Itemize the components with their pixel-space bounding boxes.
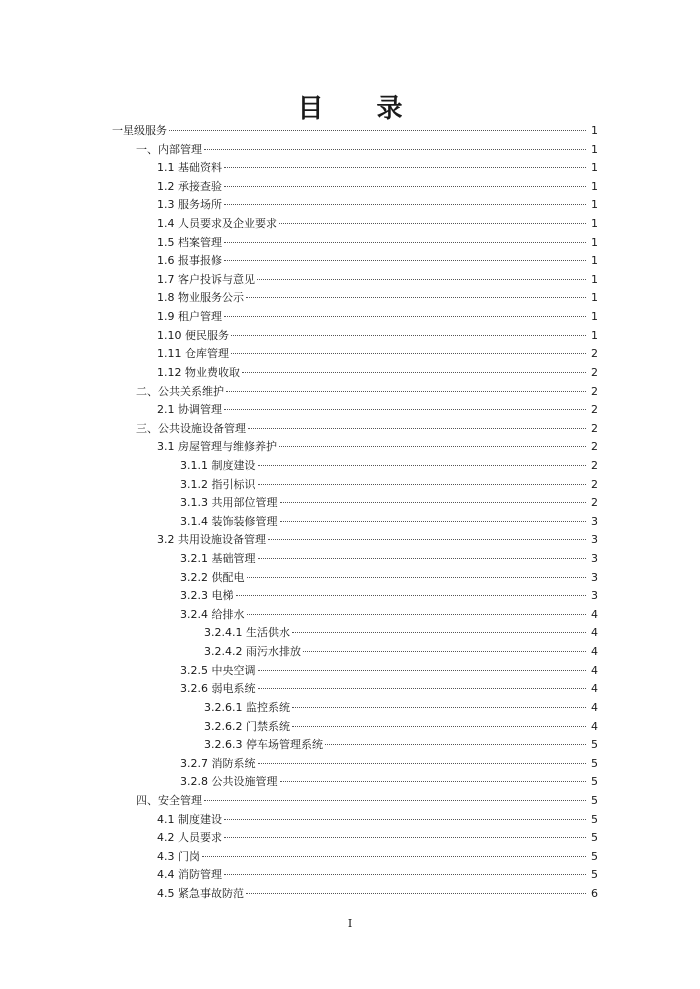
toc-dot-leader bbox=[258, 763, 587, 764]
toc-entry-page-number: 1 bbox=[591, 310, 598, 324]
toc-entry[interactable] bbox=[112, 569, 598, 588]
toc-entry[interactable] bbox=[112, 792, 598, 811]
toc-entry-label: 1.5 档案管理 bbox=[157, 235, 222, 249]
toc-entry[interactable] bbox=[112, 122, 598, 141]
toc-dot-leader bbox=[325, 744, 586, 745]
toc-entry-page-number: 5 bbox=[591, 756, 598, 770]
toc-entry-label: 1.1 基础资料 bbox=[157, 161, 222, 175]
toc-entry[interactable] bbox=[112, 755, 598, 774]
toc-entry-page-number: 5 bbox=[591, 868, 598, 882]
toc-entry-page-number: 5 bbox=[591, 831, 598, 845]
toc-entry-label: 1.3 服务场所 bbox=[157, 198, 222, 212]
toc-entry[interactable] bbox=[112, 308, 598, 327]
toc-entry-label: 4.5 紧急事故防范 bbox=[157, 886, 244, 900]
toc-entry[interactable] bbox=[112, 420, 598, 439]
toc-dot-leader bbox=[224, 186, 586, 187]
toc-entry-label: 一星级服务 bbox=[112, 124, 167, 137]
toc-dot-leader bbox=[226, 391, 586, 392]
toc-entry-label: 三、公共设施设备管理 bbox=[136, 421, 246, 435]
toc-dot-leader bbox=[169, 130, 586, 131]
toc-entry[interactable] bbox=[112, 624, 598, 643]
toc-entry-page-number: 2 bbox=[591, 365, 598, 379]
toc-entry[interactable] bbox=[112, 848, 598, 867]
toc-entry[interactable] bbox=[112, 438, 598, 457]
toc-entry[interactable] bbox=[112, 327, 598, 346]
toc-entry[interactable] bbox=[112, 178, 598, 197]
toc-entry[interactable] bbox=[112, 215, 598, 234]
toc-dot-leader bbox=[258, 465, 587, 466]
toc-entry-label: 1.2 承接查验 bbox=[157, 179, 222, 193]
toc-entry-label: 3.2.6.3 停车场管理系统 bbox=[204, 738, 323, 752]
toc-entry-page-number: 2 bbox=[591, 403, 598, 417]
toc-dot-leader bbox=[224, 204, 586, 205]
toc-entry-label: 3.2.4.2 雨污水排放 bbox=[204, 645, 301, 659]
toc-dot-leader bbox=[224, 409, 586, 410]
toc-entry-page-number: 2 bbox=[591, 384, 598, 398]
toc-entry-label: 3.2.1 基础管理 bbox=[180, 552, 256, 566]
toc-dot-leader bbox=[204, 800, 586, 801]
toc-entry-page-number: 1 bbox=[591, 161, 598, 175]
toc-entry-label: 1.4 人员要求及企业要求 bbox=[157, 217, 277, 231]
toc-entry-page-number: 5 bbox=[591, 738, 598, 752]
toc-entry[interactable] bbox=[112, 829, 598, 848]
toc-entry-label: 1.11 仓库管理 bbox=[157, 347, 229, 361]
toc-entry-page-number: 2 bbox=[591, 440, 598, 454]
toc-entry-label: 4.4 消防管理 bbox=[157, 868, 222, 882]
toc-entry-page-number: 3 bbox=[591, 552, 598, 566]
toc-entry-label: 3.1 房屋管理与维修养护 bbox=[157, 440, 277, 454]
toc-entry-page-number: 1 bbox=[591, 179, 598, 193]
toc-entry-page-number: 4 bbox=[591, 719, 598, 733]
toc-entry-page-number: 2 bbox=[591, 496, 598, 510]
toc-dot-leader bbox=[303, 651, 586, 652]
toc-entry-page-number: 3 bbox=[591, 533, 598, 547]
toc-dot-leader bbox=[292, 726, 586, 727]
toc-entry[interactable] bbox=[112, 606, 598, 625]
toc-entry-page-number: 5 bbox=[591, 775, 598, 789]
toc-entry[interactable] bbox=[112, 531, 598, 550]
toc-entry[interactable] bbox=[112, 885, 598, 904]
toc-dot-leader bbox=[258, 688, 587, 689]
table-of-contents bbox=[112, 122, 598, 904]
toc-entry-label: 2.1 协调管理 bbox=[157, 403, 222, 417]
toc-entry-page-number: 2 bbox=[591, 347, 598, 361]
toc-entry-page-number: 3 bbox=[591, 514, 598, 528]
toc-entry-label: 3.2.6.1 监控系统 bbox=[204, 700, 290, 714]
toc-dot-leader bbox=[224, 819, 586, 820]
toc-entry-page-number: 1 bbox=[591, 291, 598, 305]
toc-entry-label: 3.2.6.2 门禁系统 bbox=[204, 719, 290, 733]
toc-dot-leader bbox=[292, 707, 586, 708]
toc-dot-leader bbox=[224, 316, 586, 317]
toc-entry-page-number: 4 bbox=[591, 607, 598, 621]
toc-entry-page-number: 4 bbox=[591, 682, 598, 696]
toc-dot-leader bbox=[246, 893, 586, 894]
toc-entry-page-number: 2 bbox=[591, 458, 598, 472]
toc-entry-label: 3.2.4.1 生活供水 bbox=[204, 626, 290, 640]
toc-dot-leader bbox=[224, 242, 586, 243]
toc-entry-label: 1.12 物业费收取 bbox=[157, 365, 240, 379]
toc-entry[interactable] bbox=[112, 383, 598, 402]
toc-entry[interactable] bbox=[112, 680, 598, 699]
toc-entry-label: 3.1.2 指引标识 bbox=[180, 477, 256, 491]
toc-entry[interactable] bbox=[112, 866, 598, 885]
toc-entry[interactable] bbox=[112, 662, 598, 681]
toc-entry-label: 3.2.5 中央空调 bbox=[180, 663, 256, 677]
toc-entry-label: 3.2 共用设施设备管理 bbox=[157, 533, 266, 547]
toc-entry[interactable] bbox=[112, 513, 598, 532]
toc-entry[interactable] bbox=[112, 718, 598, 737]
toc-entry[interactable] bbox=[112, 364, 598, 383]
toc-entry[interactable] bbox=[112, 736, 598, 755]
toc-dot-leader bbox=[224, 837, 586, 838]
toc-dot-leader bbox=[257, 279, 586, 280]
toc-entry[interactable] bbox=[112, 699, 598, 718]
toc-entry-page-number: 3 bbox=[591, 570, 598, 584]
toc-entry-page-number: 5 bbox=[591, 793, 598, 807]
toc-entry-page-number: 4 bbox=[591, 663, 598, 677]
toc-entry-label: 4.2 人员要求 bbox=[157, 831, 222, 845]
toc-entry-label: 二、公共关系维护 bbox=[136, 384, 224, 398]
toc-entry-page-number: 1 bbox=[591, 198, 598, 212]
toc-entry-label: 四、安全管理 bbox=[136, 793, 202, 807]
toc-entry-label: 3.2.2 供配电 bbox=[180, 570, 245, 584]
toc-entry-label: 3.1.4 装饰装修管理 bbox=[180, 514, 278, 528]
toc-entry-page-number: 1 bbox=[591, 124, 598, 137]
toc-dot-leader bbox=[231, 353, 586, 354]
toc-dot-leader bbox=[258, 670, 587, 671]
toc-entry[interactable] bbox=[112, 289, 598, 308]
toc-entry-page-number: 2 bbox=[591, 477, 598, 491]
toc-entry[interactable] bbox=[112, 196, 598, 215]
toc-entry-label: 3.2.3 电梯 bbox=[180, 589, 234, 603]
toc-entry-label: 3.2.8 公共设施管理 bbox=[180, 775, 278, 789]
toc-dot-leader bbox=[204, 149, 586, 150]
toc-entry-label: 3.2.4 给排水 bbox=[180, 607, 245, 621]
toc-entry[interactable] bbox=[112, 159, 598, 178]
toc-entry[interactable] bbox=[112, 401, 598, 420]
toc-dot-leader bbox=[224, 260, 586, 261]
toc-entry-label: 3.2.7 消防系统 bbox=[180, 756, 256, 770]
toc-entry-page-number: 5 bbox=[591, 812, 598, 826]
toc-dot-leader bbox=[280, 781, 587, 782]
toc-entry-page-number: 2 bbox=[591, 421, 598, 435]
toc-entry-label: 3.1.3 共用部位管理 bbox=[180, 496, 278, 510]
toc-dot-leader bbox=[280, 521, 587, 522]
toc-dot-leader bbox=[224, 874, 586, 875]
toc-entry[interactable] bbox=[112, 234, 598, 253]
toc-entry[interactable] bbox=[112, 252, 598, 271]
toc-dot-leader bbox=[247, 577, 587, 578]
toc-entry[interactable] bbox=[112, 587, 598, 606]
toc-entry-label: 1.8 物业服务公示 bbox=[157, 291, 244, 305]
toc-entry-label: 4.1 制度建设 bbox=[157, 812, 222, 826]
toc-entry[interactable] bbox=[112, 345, 598, 364]
toc-dot-leader bbox=[280, 502, 587, 503]
toc-entry[interactable] bbox=[112, 271, 598, 290]
toc-entry-label: 4.3 门岗 bbox=[157, 849, 200, 863]
toc-entry-label: 1.10 便民服务 bbox=[157, 328, 229, 342]
toc-dot-leader bbox=[279, 223, 586, 224]
toc-entry-page-number: 4 bbox=[591, 700, 598, 714]
toc-entry-page-number: 1 bbox=[591, 235, 598, 249]
toc-entry-page-number: 1 bbox=[591, 328, 598, 342]
footer-page-number: I bbox=[347, 917, 353, 930]
toc-entry-page-number: 1 bbox=[591, 272, 598, 286]
toc-dot-leader bbox=[258, 558, 587, 559]
toc-dot-leader bbox=[279, 446, 586, 447]
toc-entry[interactable] bbox=[112, 550, 598, 569]
toc-entry-page-number: 1 bbox=[591, 254, 598, 268]
toc-entry-page-number: 4 bbox=[591, 626, 598, 640]
toc-dot-leader bbox=[231, 335, 586, 336]
toc-entry-label: 3.2.6 弱电系统 bbox=[180, 682, 256, 696]
toc-entry-label: 3.1.1 制度建设 bbox=[180, 458, 256, 472]
toc-entry[interactable] bbox=[112, 476, 598, 495]
page-title: 目 录 bbox=[297, 94, 425, 124]
toc-entry[interactable] bbox=[112, 494, 598, 513]
toc-dot-leader bbox=[248, 428, 586, 429]
toc-dot-leader bbox=[246, 297, 586, 298]
toc-entry-label: 1.7 客户投诉与意见 bbox=[157, 272, 255, 286]
toc-dot-leader bbox=[258, 484, 587, 485]
toc-entry-page-number: 1 bbox=[591, 217, 598, 231]
toc-entry-page-number: 6 bbox=[591, 886, 598, 900]
toc-entry[interactable] bbox=[112, 773, 598, 792]
toc-dot-leader bbox=[247, 614, 587, 615]
toc-entry[interactable] bbox=[112, 643, 598, 662]
toc-dot-leader bbox=[268, 539, 586, 540]
toc-entry-page-number: 4 bbox=[591, 645, 598, 659]
toc-dot-leader bbox=[224, 167, 586, 168]
toc-dot-leader bbox=[292, 632, 586, 633]
toc-entry[interactable] bbox=[112, 457, 598, 476]
toc-entry[interactable] bbox=[112, 141, 598, 160]
toc-entry-label: 一、内部管理 bbox=[136, 142, 202, 156]
toc-entry-label: 1.6 报事报修 bbox=[157, 254, 222, 268]
toc-entry-page-number: 3 bbox=[591, 589, 598, 603]
toc-entry-page-number: 5 bbox=[591, 849, 598, 863]
toc-entry-page-number: 1 bbox=[591, 142, 598, 156]
toc-entry[interactable] bbox=[112, 811, 598, 830]
toc-entry-label: 1.9 租户管理 bbox=[157, 310, 222, 324]
toc-dot-leader bbox=[202, 856, 586, 857]
toc-dot-leader bbox=[236, 595, 587, 596]
toc-dot-leader bbox=[242, 372, 586, 373]
